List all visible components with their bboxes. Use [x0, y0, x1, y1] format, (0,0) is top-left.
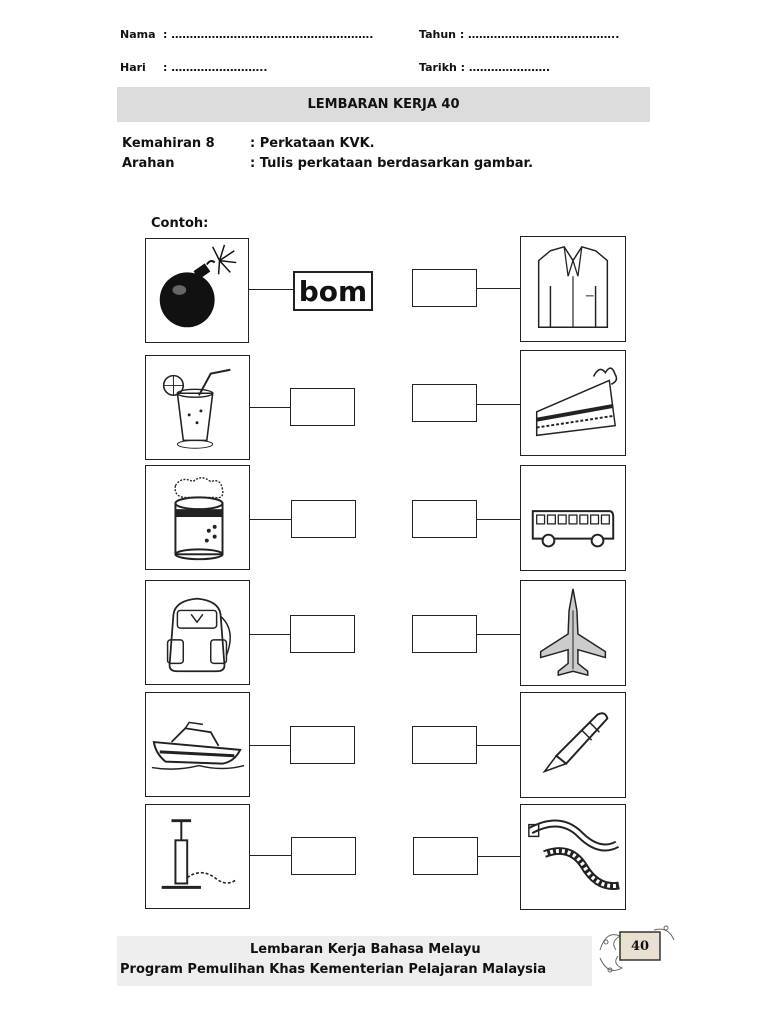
backpack-icon	[146, 581, 249, 684]
drink-picture	[145, 355, 250, 460]
speedboat-icon	[146, 693, 249, 796]
answer-box-drink[interactable]	[290, 388, 355, 426]
jacket-icon	[521, 237, 625, 341]
answer-box-cake[interactable]	[412, 384, 477, 422]
footer-line-2: Program Pemulihan Khas Kementerian Pelajaran Malaysia	[120, 962, 547, 977]
kemahiran-value: : Perkataan KVK.	[250, 136, 375, 151]
answer-box-bag[interactable]	[290, 615, 355, 653]
worksheet-title-bar	[117, 87, 650, 122]
nama-field: : ……………………………………………….	[163, 28, 374, 41]
bag-picture	[145, 580, 250, 685]
example-answer-box: bom	[293, 271, 373, 311]
hari-field: : ……………………..	[163, 61, 268, 74]
pen-icon	[521, 693, 625, 797]
answer-box-tin[interactable]	[291, 500, 356, 538]
arahan-label: Arahan	[122, 156, 175, 171]
contoh-label: Contoh:	[151, 216, 209, 231]
cake-icon	[521, 351, 625, 455]
tin-picture	[145, 465, 250, 570]
answer-box-belt[interactable]	[413, 837, 478, 875]
pump-picture	[145, 804, 250, 909]
bomb-icon	[146, 239, 248, 342]
tarikh-field: Tarikh : ………………….	[419, 61, 551, 74]
boat-picture	[145, 692, 250, 797]
air-pump-icon	[146, 805, 249, 908]
kemahiran-label: Kemahiran 8	[122, 136, 215, 151]
worksheet-title: LEMBARAN KERJA 40	[307, 97, 460, 112]
jacket-picture	[520, 236, 626, 342]
footer-band	[117, 936, 592, 986]
tin-icon	[146, 466, 249, 569]
belt-picture	[520, 804, 626, 910]
pen-picture	[520, 692, 626, 798]
page-number: 40	[630, 938, 650, 954]
bus-picture	[520, 465, 626, 571]
hari-label: Hari	[120, 61, 146, 74]
page-number-badge	[596, 920, 678, 980]
bus-icon	[521, 466, 625, 570]
answer-box-jet[interactable]	[412, 615, 477, 653]
nama-label: Nama	[120, 28, 156, 41]
answer-box-pen[interactable]	[412, 726, 477, 764]
answer-box-jacket[interactable]	[412, 269, 477, 307]
drink-icon	[146, 356, 249, 459]
arahan-value: : Tulis perkataan berdasarkan gambar.	[250, 156, 534, 171]
answer-box-pump[interactable]	[291, 837, 356, 875]
jet-picture	[520, 580, 626, 686]
bomb-picture	[145, 238, 249, 343]
answer-box-bus[interactable]	[412, 500, 477, 538]
fighter-jet-icon	[521, 581, 625, 685]
answer-box-boat[interactable]	[290, 726, 355, 764]
tahun-field: Tahun : …………………………………..	[419, 28, 620, 41]
footer-line-1: Lembaran Kerja Bahasa Melayu	[250, 942, 481, 957]
belt-icon	[521, 805, 625, 909]
cake-picture	[520, 350, 626, 456]
